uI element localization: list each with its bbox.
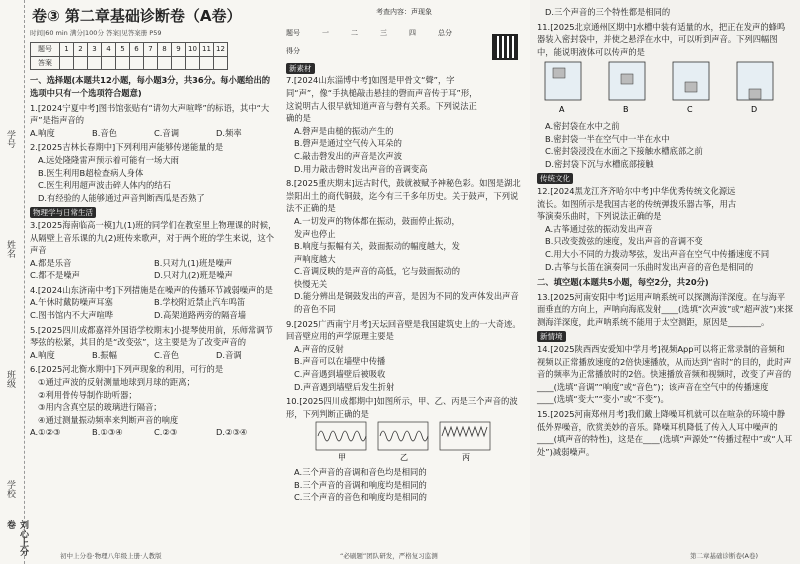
option: C.三个声音的音色和响度均是相同的	[294, 492, 427, 503]
option: D.三个声音的三个特性都是相同的	[545, 7, 671, 17]
question-13: 13.[2025河南安阳中考]运用声呐系统可以探测海洋深度。在与海平面垂直的方向上，声呐向海底发射____(选填“次声波”或“超声波”)来探测海洋深度，此声呐系统不能用于太空测距，原因是________。	[537, 291, 793, 327]
option: C.医生利用超声波击碎人体内的结石	[38, 180, 171, 191]
answer-grid-cell: 3	[88, 43, 102, 57]
question-stem: 12.[2024黑龙江齐齐哈尔中考]中华优秀传统文化源远流长。如图所示是我国古老的传统弹拨乐器古筝，用古筝演奏乐曲时，下列说法正确的是	[537, 185, 737, 222]
option: D.用力敲击磬时发出声音的音调变高	[294, 163, 428, 174]
right-column	[537, 0, 793, 458]
wave-label: 丙	[462, 453, 470, 463]
question-stem: 6.[2025河北衡水期中]下列声现象的利用，可行的是	[30, 364, 224, 375]
answer-label: 答案	[31, 56, 60, 70]
middle-footer: “必刷题”团队研发，严格复习监测	[340, 552, 438, 560]
answer-grid-cell: 1	[60, 43, 74, 57]
question-3	[30, 206, 278, 282]
option: C.声音遇到墙壁后被吸收	[294, 369, 386, 380]
option: C.音调反映的是声音的高低，它与鼓面振动的快慢无关	[294, 266, 461, 289]
option: D.高架道路两旁的隔音墙	[154, 310, 246, 321]
answer-box[interactable]	[102, 56, 116, 70]
figure-label: A	[559, 105, 565, 115]
question-2	[30, 141, 278, 204]
topic-tag: 物理学与日常生活	[30, 207, 96, 218]
score-col: 一	[322, 28, 329, 37]
option: B.音色	[92, 127, 117, 138]
option: D.密封袋下沉与水槽底部接触	[545, 158, 654, 169]
answer-grid-cell: 8	[158, 43, 172, 57]
option: B.医生利用B超检查病人身体	[38, 167, 144, 178]
gutter-label-id: 学号	[5, 130, 15, 148]
question-14	[537, 330, 793, 406]
question-stem: 7.[2024山东淄博中考]如图是甲骨文“聲”，字同“声”，像“手执槌敲击悬挂的磬而声音传于耳”形，这说明古人很早就知道声音与磬有关系。下列说法正确的是	[286, 75, 478, 124]
question-stem: 4.[2024山东济南中考]下列措施是在噪声的传播环节减弱噪声的是	[30, 284, 273, 295]
answer-box[interactable]	[200, 56, 214, 70]
question-stem: 10.[2025四川成都期中]如图所示，甲、乙、丙是三个声音的波形，下列判断正确的是	[286, 396, 518, 419]
answer-grid-cell: 9	[172, 43, 186, 57]
beaker-d	[737, 62, 773, 114]
question-8	[286, 177, 522, 316]
middle-column	[286, 0, 522, 504]
topic-header: 考查内容：声现象	[376, 8, 432, 16]
option: B.磬声是通过空气传入耳朵的	[294, 138, 402, 149]
score-table	[286, 27, 522, 40]
answer-box[interactable]	[74, 56, 88, 70]
figure-label: B	[623, 105, 629, 115]
option: A.古筝通过弦的振动发出声音	[545, 223, 653, 234]
wave-label: 甲	[338, 453, 346, 463]
answer-box[interactable]	[130, 56, 144, 70]
question-stem: 8.[2025重庆期末]远古时代，鼓就被赋予神秘色彩。如图是湖北崇阳出土的商代铜鼓，迄今有三千多年历史。关于鼓声，下列说法不正确的是	[286, 178, 521, 214]
option: ③用内含真空层的玻璃进行隔音；	[38, 402, 162, 413]
answer-grid-cell: 5	[116, 43, 130, 57]
score-col: 四	[409, 28, 416, 37]
question-7	[286, 62, 522, 175]
answer-grid-cell: 7	[144, 43, 158, 57]
option: A.声音的反射	[294, 343, 344, 354]
score-col: 总分	[438, 28, 452, 37]
question-15: 15.[2025河南郑州月考]我们戴上降噪耳机就可以在喧杂的环境中静低外界噪音，欣赏美妙的音乐。降噪耳机降低了传入人耳中噪声的____(填声音的特性)，这是在____(选填“声源处”“传播过程中”或“人耳处”)减弱噪声。	[537, 409, 793, 457]
option: D.能分辨出是铜鼓发出的声音，是因为不同的发声体发出声音的音色不同	[294, 291, 519, 315]
question-11	[537, 21, 793, 171]
question-stem: 1.[2024宁夏中考]图书馆张贴有“请勿大声喧哗”的标语，其中“大声”是指声音的	[30, 102, 270, 126]
gutter-label-class: 班级	[5, 370, 15, 388]
option: A.午休时戴防噪声耳塞	[30, 297, 113, 308]
question-stem: 5.[2025四川成都嘉祥外国语学校期末]小提琴使用前，乐师常调节琴弦的松紧，其目的是“改变弦”，这主要是为了改变声音的	[30, 324, 273, 348]
beaker-a	[545, 62, 581, 114]
score-label: 得分	[286, 47, 300, 56]
question-stem: 11.[2025北京通州区期中]水槽中装有适量的水，把正在发声的蜂鸣器装入密封袋中，并使之悬浮在水中，可以听到声音。下列四幅图中，能说明液体可以传声的是	[537, 21, 786, 57]
option: C.用大小不同的力拨动琴弦，发出声音在空气中传播速度不同	[545, 248, 770, 259]
option: ④通过测量振动频率来判断声音的响度	[38, 414, 179, 425]
beaker-figures	[537, 58, 787, 116]
option: B.密封袋一半在空气中一半在水中	[545, 133, 670, 144]
answer-grid-cell: 2	[74, 43, 88, 57]
option: D.频率	[216, 127, 242, 138]
option: C.密封袋浸没在水面之下接触水槽底部之前	[545, 146, 703, 157]
question-12	[537, 172, 793, 273]
answer-box[interactable]	[214, 56, 228, 70]
answer-box[interactable]	[144, 56, 158, 70]
question-4	[30, 284, 278, 322]
answer-box[interactable]	[186, 56, 200, 70]
score-col: 三	[380, 28, 387, 37]
option: D.音调	[216, 349, 242, 360]
score-col: 二	[351, 28, 358, 37]
answer-box[interactable]	[60, 56, 74, 70]
option: B.只改变拨弦的速度，发出声音的音调不变	[545, 236, 703, 247]
option: C.敲击磬发出的声音是次声波	[294, 150, 402, 161]
beaker-b	[609, 62, 645, 114]
question-5	[30, 324, 278, 362]
qr-code-icon	[492, 34, 518, 60]
left-column	[30, 0, 278, 439]
answer-grid-header: 题号	[31, 43, 60, 57]
option: C.音色	[154, 349, 180, 360]
answer-grid-cell: 12	[214, 43, 228, 57]
answer-grid-cell: 4	[102, 43, 116, 57]
beaker-c	[673, 62, 709, 114]
question-stem: 3.[2025海南临高一模]九(1)班的同学们在教室里上物理课的时候，从隔壁上音乐课的九(2)班传来歌声，对于两个班的学生来说，这个声音	[30, 219, 277, 256]
option: ②利用骨传导制作助听器；	[38, 389, 137, 400]
option: B.振幅	[92, 349, 117, 360]
answer-grid-cell: 10	[186, 43, 200, 57]
option: A.响度	[30, 349, 55, 360]
option: B.只对九(1)班是噪声	[154, 257, 233, 268]
choice: B.①③④	[92, 427, 123, 438]
question-9	[286, 318, 522, 394]
right-footer: 第二章基础诊断卷(A卷)	[690, 552, 759, 560]
answer-box[interactable]	[88, 56, 102, 70]
answer-box[interactable]	[116, 56, 130, 70]
gutter-label-name: 姓名	[5, 240, 15, 258]
answer-grid-cell: 11	[200, 43, 214, 57]
binding-gutter	[0, 0, 28, 564]
choice: C.②③	[154, 427, 178, 438]
question-stem: 14.[2025陕西西安爱知中学月考]视频App可以将正常录制的音频和视频以正常播放速度的2倍快速播放，从而达到“省时”的目的，此时声音的频率为正常播放时的2倍。快速播放音频和视频时，改变了声音的____(选填“音调”“响度”或“音色”)；该声音在空气中的传播速度____(选填“变大”“变小”或“不变”)。	[537, 344, 792, 405]
answer-grid-cell: 6	[130, 43, 144, 57]
section-heading: 一、选择题(本题共12小题，每小题3分，共36分。每小题给出的选项中只有一个选项符合题意)	[30, 75, 271, 98]
option: B.响度与振幅有关，鼓面振动的幅度越大，发声响度越大	[294, 241, 460, 264]
exam-meta: 时间|60 min 满分|100分 答案|见答案册 P59	[30, 28, 162, 37]
option: D.声音遇到墙壁后发生折射	[294, 381, 395, 392]
waveform-figure	[286, 420, 516, 462]
option: A.一切发声的物体都在振动，鼓面停止振动，发声也停止	[294, 215, 460, 239]
option: A.密封袋在水中之前	[545, 120, 620, 131]
option: A.三个声音的音调和音色均是相同的	[294, 467, 427, 477]
option: B.学校附近禁止汽车鸣笛	[154, 297, 246, 308]
option: B.三个声音的音调和响度均是相同的	[294, 479, 427, 490]
choice: A.①②③	[30, 427, 61, 438]
option: C.都不是噪声	[30, 270, 80, 281]
section-heading: 二、填空题(本题共5小题，每空2分，共20分)	[537, 277, 709, 288]
figure-label: D	[751, 105, 758, 115]
option: C.图书馆内不大声喧哗	[30, 310, 114, 321]
topic-tag: 新情境	[537, 331, 566, 342]
option: A.响度	[30, 127, 55, 138]
question-1	[30, 102, 278, 140]
option: D.古筝与长笛在演奏同一乐曲时发出声音的音色是相同的	[545, 261, 754, 272]
topic-tag: 新素材	[286, 63, 315, 74]
question-stem: 2.[2025吉林长春期中]下列利用声能够传递能量的是	[30, 142, 224, 153]
topic-tag: 传统文化	[537, 173, 573, 184]
wave-label: 乙	[400, 453, 408, 463]
question-10	[286, 395, 522, 504]
option: A.远处隆隆雷声预示着可能有一场大雨	[38, 154, 179, 165]
answer-box[interactable]	[172, 56, 186, 70]
question-6	[30, 363, 278, 439]
choice: D.②③④	[216, 427, 248, 438]
left-footer: 初中上分卷·物理八年级上册·人教版	[60, 552, 162, 560]
gutter-brand: 刘心上分卷	[5, 520, 28, 556]
option: B.声音可以在墙壁中传播	[294, 356, 386, 367]
answer-grid	[30, 42, 228, 70]
option: D.有经验的人能够通过声音判断西瓜是否熟了	[38, 192, 205, 203]
option: D.只对九(2)班是噪声	[154, 270, 233, 281]
figure-label: C	[687, 105, 693, 115]
question-stem: 9.[2025广西南宁月考]天坛回音壁是我国建筑史上的一大奇迹。回音壁应用的声学原理主要是	[286, 318, 521, 342]
option: A.磬声是由槌的振动产生的	[294, 125, 394, 136]
option: C.音调	[154, 127, 180, 138]
score-col: 题号	[286, 28, 300, 37]
option: ①通过声波的反射测量地球到月球的距离；	[38, 377, 195, 388]
answer-box[interactable]	[158, 56, 172, 70]
option: A.都是乐音	[30, 257, 72, 268]
exam-title: 卷③ 第二章基础诊断卷（A卷）	[32, 7, 242, 25]
gutter-label-school: 学校	[5, 480, 15, 498]
